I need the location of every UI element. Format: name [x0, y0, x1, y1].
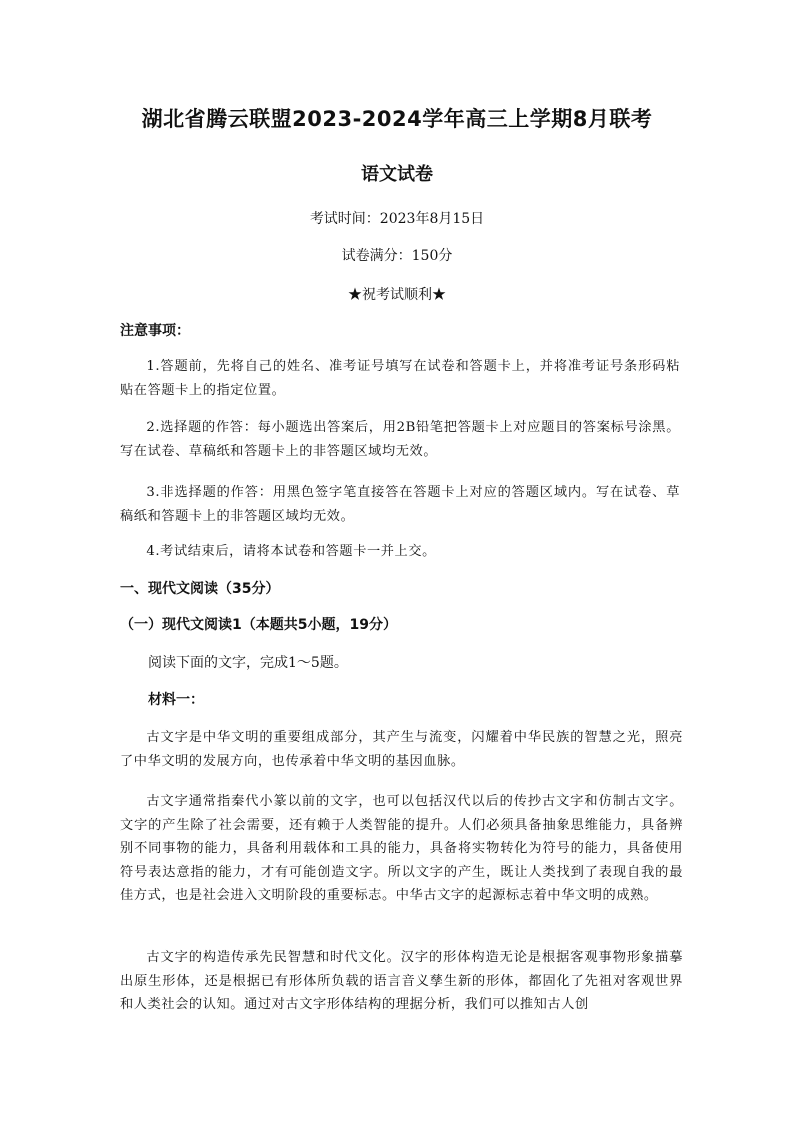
notice-item: 3.非选择题的作答：用黑色签字笔直接答在答题卡上对应的答题区域内。写在试卷、草稿纸和答题卡上的非答题区域均无效。 — [120, 485, 680, 524]
passage-paragraph: 古文字通常指秦代小篆以前的文字，也可以包括汉代以后的传抄古文字和仿制古文字。文字的产生除了社会需要，还有赖于人类智能的提升。人们必须具备抽象思维能力，具备辨别不同事物的能力，具备利用载体和工具的能力，具备将实物转化为符号的能力，具备使用符号表达意指的能力，才有可能创造文字。所以文字的产生，既让人类找到了表现自我的最佳方式，也是社会进入文明阶段的重要标志。中华古文字的起源标志着中华文明的成熟。 — [120, 794, 683, 903]
notice-heading: 注意事项： — [120, 323, 190, 339]
exam-time: 考试时间：2023年8月15日 — [309, 211, 485, 227]
notice-item: 2.选择题的作答：每小题选出答案后，用2B铅笔把答题卡上对应题目的答案标号涂黑。写在试卷、草稿纸和答题卡上的非答题区域均无效。 — [120, 420, 680, 459]
notice-item: 1.答题前，先将自己的姓名、准考证号填写在试卷和答题卡上，并将准考证号条形码粘贴在答题卡上的指定位置。 — [120, 359, 680, 398]
exam-title: 湖北省腾云联盟2023-2024学年高三上学期8月联考 — [141, 107, 653, 131]
full-score: 试卷满分：150分 — [341, 248, 453, 264]
exam-subtitle: 语文试卷 — [361, 164, 433, 185]
reading-instruction: 阅读下面的文字，完成1～5题。 — [148, 655, 348, 671]
passage-paragraph: 古文字的构造传承先民智慧和时代文化。汉字的形体构造无论是根据客观事物形象描摹出原生形体，还是根据已有形体所负载的语言音义孳生新的形体，都固化了先祖对客观世界和人类社会的认知。通过对古文字形体结构的理据分析，我们可以推知古人创 — [120, 950, 683, 1012]
section-heading: 一、现代文阅读（35分） — [120, 581, 280, 597]
material-label: 材料一： — [148, 692, 204, 708]
sub-section-heading: （一）现代文阅读1（本题共5小题，19分） — [120, 617, 397, 633]
passage-paragraph: 古文字是中华文明的重要组成部分，其产生与流变，闪耀着中华民族的智慧之光，照亮了中华文明的发展方向，也传承着中华文明的基因血脉。 — [120, 730, 683, 769]
notice-item: 4.考试结束后，请将本试卷和答题卡一并上交。 — [146, 544, 436, 559]
good-luck-wish: ★祝考试顺利★ — [348, 287, 446, 303]
